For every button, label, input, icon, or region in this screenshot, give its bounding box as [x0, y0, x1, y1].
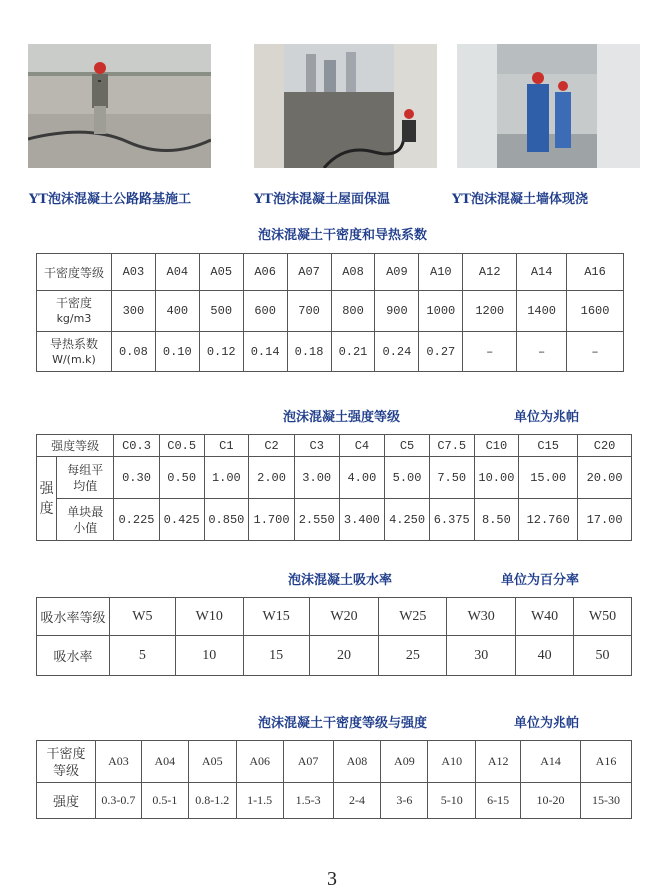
avg-cell: 10.00 — [474, 457, 519, 499]
water-absorption-table — [36, 597, 632, 676]
density-cell: 900 — [375, 291, 419, 332]
strength-cell: 0.3-0.7 — [95, 783, 141, 819]
min-cell: 4.250 — [385, 499, 430, 541]
min-cell: 1.700 — [249, 499, 295, 541]
rate-cell: 50 — [574, 636, 632, 676]
min-cell: 2.550 — [294, 499, 339, 541]
grade-cell: A04 — [155, 254, 199, 291]
density-cell: 300 — [111, 291, 155, 332]
grade-cell: A14 — [521, 741, 581, 783]
photo-wall-casting — [457, 44, 640, 168]
avg-cell: 0.50 — [159, 457, 204, 499]
grade-cell: A16 — [567, 254, 624, 291]
caption-road: YT泡沫混凝土公路路基施工 — [29, 192, 191, 207]
row-label-grade: 强度等级 — [37, 435, 114, 457]
table4-unit: 单位为兆帕 — [514, 716, 580, 731]
grade-cell: A16 — [580, 741, 631, 783]
density-cell: 1600 — [567, 291, 624, 332]
grade-cell: C4 — [339, 435, 385, 457]
min-cell: 0.225 — [114, 499, 160, 541]
table3-title: 泡沫混凝土吸水率 — [288, 573, 393, 588]
thermal-cell: 0.14 — [243, 332, 287, 372]
grade-cell: A05 — [188, 741, 236, 783]
min-cell: 0.425 — [159, 499, 204, 541]
grade-cell: W25 — [379, 598, 447, 636]
grade-cell: A10 — [419, 254, 463, 291]
avg-cell: 2.00 — [249, 457, 295, 499]
grade-cell: C20 — [578, 435, 632, 457]
row-label-strength: 强度 — [37, 783, 96, 819]
rate-cell: 15 — [243, 636, 309, 676]
rate-cell: 20 — [309, 636, 379, 676]
strength-cell: 3-6 — [381, 783, 428, 819]
label-line: 小值 — [73, 520, 98, 535]
caption-roof: YT泡沫混凝土屋面保温 — [254, 192, 390, 207]
label-line: 干密度 — [55, 296, 92, 310]
thermal-cell: 0.08 — [111, 332, 155, 372]
avg-cell: 0.30 — [114, 457, 160, 499]
grade-cell: A03 — [95, 741, 141, 783]
grade-cell: C1 — [204, 435, 249, 457]
grade-cell: C10 — [474, 435, 519, 457]
grade-cell: A12 — [476, 741, 521, 783]
row-label-grade — [37, 741, 96, 783]
strength-cell: 5-10 — [428, 783, 476, 819]
grade-cell: C15 — [519, 435, 578, 457]
grade-cell: A06 — [243, 254, 287, 291]
strength-cell: 1.5-3 — [283, 783, 333, 819]
strength-cell: 6-15 — [476, 783, 521, 819]
density-strength-table — [36, 740, 632, 819]
table-row — [37, 598, 632, 636]
grade-cell: A03 — [111, 254, 155, 291]
thermal-cell: 0.18 — [287, 332, 331, 372]
thermal-cell: 0.10 — [155, 332, 199, 372]
table-row — [37, 457, 632, 499]
table-row — [37, 332, 624, 372]
grade-cell: C0.3 — [114, 435, 160, 457]
grade-cell: W20 — [309, 598, 379, 636]
rate-cell: 40 — [516, 636, 574, 676]
strength-cell: 1-1.5 — [236, 783, 283, 819]
grade-cell: A12 — [463, 254, 517, 291]
table-row — [37, 783, 632, 819]
grade-cell: C7.5 — [429, 435, 474, 457]
grade-cell: A08 — [331, 254, 375, 291]
grade-cell: A08 — [333, 741, 381, 783]
label-line: 干密度 — [46, 745, 86, 761]
density-cell: 1200 — [463, 291, 517, 332]
avg-cell: 1.00 — [204, 457, 249, 499]
density-cell: 500 — [199, 291, 243, 332]
rate-cell: 10 — [175, 636, 243, 676]
thermal-cell: 0.27 — [419, 332, 463, 372]
strength-cell: 10-20 — [521, 783, 581, 819]
density-cell: 700 — [287, 291, 331, 332]
table2-unit: 单位为兆帕 — [514, 410, 580, 425]
density-cell: 800 — [331, 291, 375, 332]
photo-road-construction — [28, 44, 211, 168]
table-row — [37, 291, 624, 332]
avg-cell: 7.50 — [429, 457, 474, 499]
grade-cell: C0.5 — [159, 435, 204, 457]
grade-cell: C2 — [249, 435, 295, 457]
avg-cell: 4.00 — [339, 457, 385, 499]
strength-cell: 2-4 — [333, 783, 381, 819]
side-label-strength — [37, 457, 57, 541]
row-label-avg — [57, 457, 114, 499]
thermal-cell: – — [463, 332, 517, 372]
thermal-cell: 0.21 — [331, 332, 375, 372]
label-line: 度 — [39, 500, 54, 517]
table-row — [37, 636, 632, 676]
row-label-density — [37, 291, 112, 332]
grade-cell: A14 — [517, 254, 567, 291]
grade-cell: A06 — [236, 741, 283, 783]
rate-cell: 25 — [379, 636, 447, 676]
row-label-grade: 吸水率等级 — [37, 598, 110, 636]
row-label-rate: 吸水率 — [37, 636, 110, 676]
density-cell: 1400 — [517, 291, 567, 332]
table-row — [37, 254, 624, 291]
table-row — [37, 741, 632, 783]
grade-cell: A04 — [141, 741, 188, 783]
min-cell: 3.400 — [339, 499, 385, 541]
label-line: 均值 — [73, 478, 98, 493]
grade-cell: W30 — [447, 598, 516, 636]
grade-cell: A05 — [199, 254, 243, 291]
rate-cell: 5 — [109, 636, 175, 676]
grade-cell: W5 — [109, 598, 175, 636]
label-line: 强 — [39, 480, 54, 497]
density-cell: 1000 — [419, 291, 463, 332]
avg-cell: 3.00 — [294, 457, 339, 499]
avg-cell: 20.00 — [578, 457, 632, 499]
strength-cell: 0.8-1.2 — [188, 783, 236, 819]
label-line: 每组平 — [67, 462, 104, 477]
table-row — [37, 435, 632, 457]
min-cell: 8.50 — [474, 499, 519, 541]
grade-cell: C5 — [385, 435, 430, 457]
thermal-cell: – — [567, 332, 624, 372]
grade-cell: A09 — [381, 741, 428, 783]
table2-title: 泡沫混凝土强度等级 — [283, 410, 401, 425]
label-line: 单块最 — [67, 504, 104, 519]
page-number: 3 — [327, 868, 337, 890]
table1-title: 泡沫混凝土干密度和导热系数 — [258, 228, 428, 243]
density-thermal-table — [36, 253, 624, 372]
row-label-min — [57, 499, 114, 541]
label-line: kg/m3 — [56, 312, 92, 325]
table4-title: 泡沫混凝土干密度等级与强度 — [258, 716, 428, 731]
grade-cell: C3 — [294, 435, 339, 457]
avg-cell: 15.00 — [519, 457, 578, 499]
thermal-cell: 0.24 — [375, 332, 419, 372]
grade-cell: W40 — [516, 598, 574, 636]
min-cell: 6.375 — [429, 499, 474, 541]
label-line: 导热系数 — [49, 336, 98, 351]
min-cell: 12.760 — [519, 499, 578, 541]
strength-grade-table — [36, 434, 632, 541]
grade-cell: A09 — [375, 254, 419, 291]
grade-cell: W50 — [574, 598, 632, 636]
density-cell: 600 — [243, 291, 287, 332]
label-line: W/(m.k) — [52, 352, 96, 366]
caption-wall: YT泡沫混凝土墙体现浇 — [452, 192, 588, 207]
avg-cell: 5.00 — [385, 457, 430, 499]
row-label-thermal — [37, 332, 112, 372]
grade-cell: W10 — [175, 598, 243, 636]
density-cell: 400 — [155, 291, 199, 332]
thermal-cell: 0.12 — [199, 332, 243, 372]
photo-roof-insulation — [254, 44, 437, 168]
min-cell: 17.00 — [578, 499, 632, 541]
grade-cell: A10 — [428, 741, 476, 783]
strength-cell: 15-30 — [580, 783, 631, 819]
thermal-cell: – — [517, 332, 567, 372]
rate-cell: 30 — [447, 636, 516, 676]
table-row — [37, 499, 632, 541]
min-cell: 0.850 — [204, 499, 249, 541]
table3-unit: 单位为百分率 — [501, 573, 580, 588]
grade-cell: W15 — [243, 598, 309, 636]
grade-cell: A07 — [283, 741, 333, 783]
strength-cell: 0.5-1 — [141, 783, 188, 819]
label-line: 等级 — [52, 762, 79, 778]
grade-cell: A07 — [287, 254, 331, 291]
row-label-grade: 干密度等级 — [37, 254, 112, 291]
